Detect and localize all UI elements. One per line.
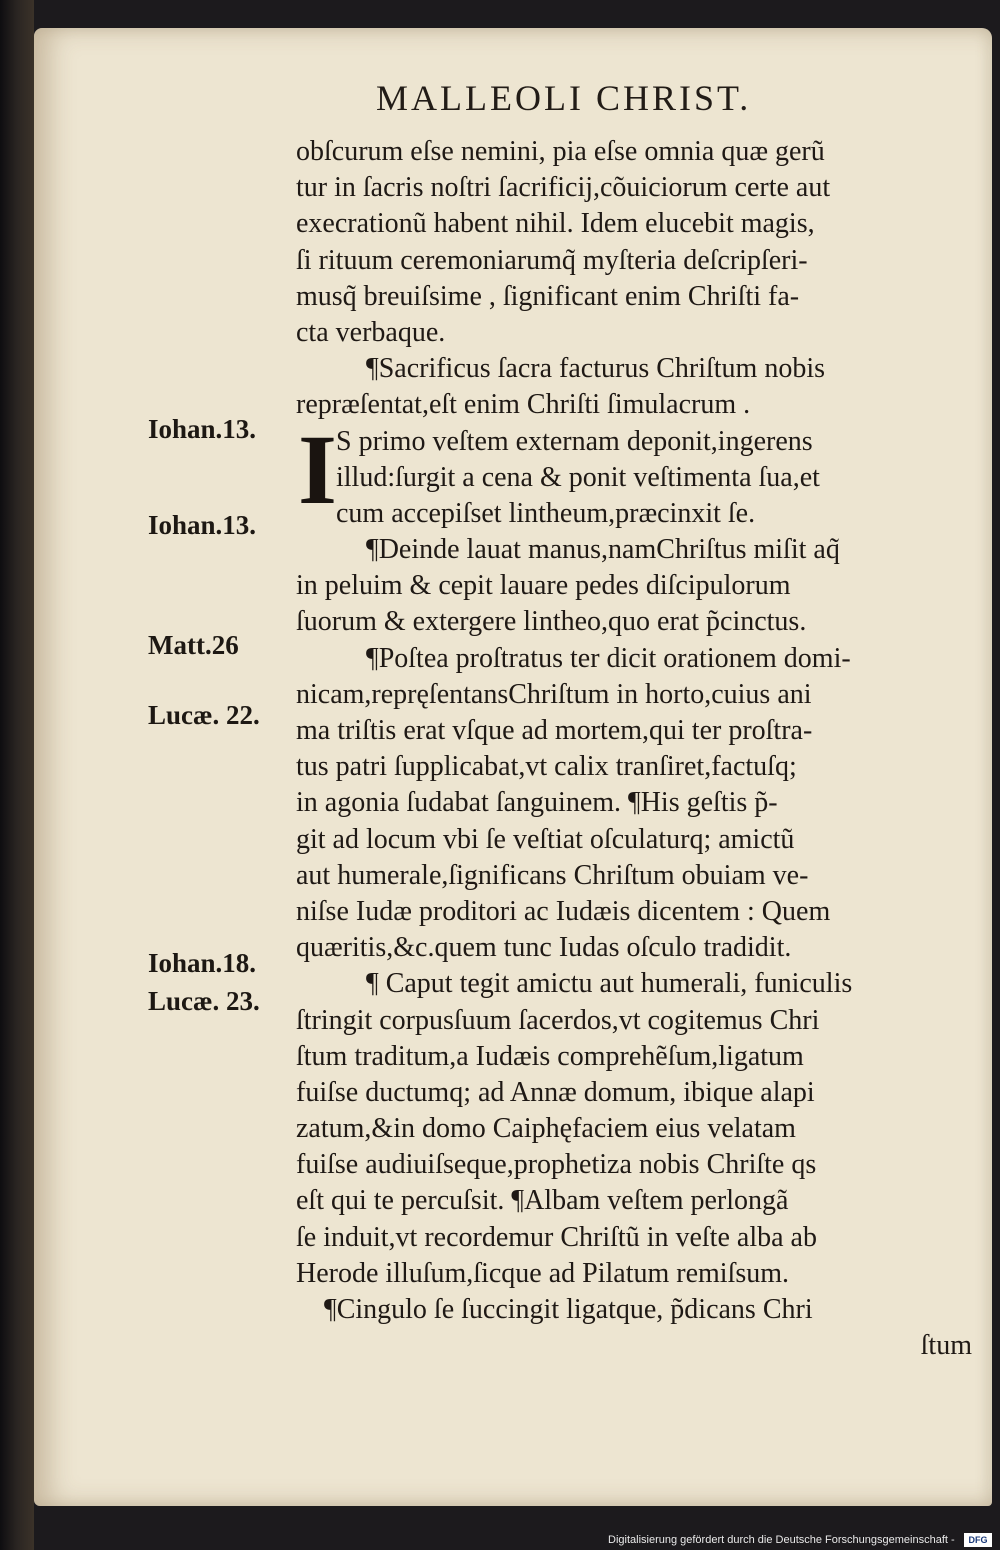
text-line: git ad locum vbi ſe veſtiat oſculaturq; amictũ — [296, 823, 795, 855]
digitization-credit: Digitalisierung gefördert durch die Deutsche Forschungsgemeinschaft - — [608, 1534, 955, 1546]
text-line: S primo veſtem externam deponit,ingerens — [336, 425, 813, 457]
text-line: repræſentat,eſt enim Chriſti ſimulacrum . — [296, 389, 751, 421]
text-line: ſi rituum ceremoniarumq̃ myſteria deſcripſeri- — [296, 244, 808, 276]
text-line: tur in ſacris noſtri ſacrificij,cõuiciorum certe aut — [296, 172, 831, 204]
catchword: ſtum — [920, 1330, 972, 1362]
body-text — [296, 134, 972, 1364]
text-line: ſuorum & extergere lintheo,quo erat p̃cinctus. — [296, 606, 807, 638]
dfg-logo: DFG — [964, 1533, 992, 1547]
text-line: ¶ Caput tegit amictu aut humerali, funiculis — [366, 968, 853, 1000]
margin-reference: Lucæ. 23. — [148, 986, 260, 1016]
running-title: MALLEOLI CHRIST. — [376, 78, 752, 118]
text-line: ¶Poſtea proſtratus ter dicit orationem domi- — [366, 642, 851, 674]
margin-reference: Lucæ. 22. — [148, 700, 260, 730]
text-line: in peluim & cepit lauare pedes diſcipulorum — [296, 570, 791, 602]
text-line: quæritis,&c.quem tunc Iudas oſculo tradidit. — [296, 932, 792, 964]
text-line: ſe induit,vt recordemur Chriſtũ in veſte alba ab — [296, 1221, 817, 1253]
margin-reference: Iohan.13. — [148, 414, 257, 444]
margin-reference: Iohan.13. — [148, 510, 257, 540]
text-line: tus patri ſupplicabat,vt calix tranſiret,factuſq; — [296, 751, 797, 783]
text-line: zatum,&in domo Caiphęfaciem eius velatam — [296, 1113, 796, 1145]
text-line: ¶Deinde lauat manus,namChriſtus miſit aq̃ — [366, 534, 840, 566]
text-line: eſt qui te percuſsit. ¶Albam veſtem perlongã — [296, 1185, 789, 1217]
text-line: fuiſse audiuiſseque,prophetiza nobis Chriſte qs — [296, 1149, 817, 1181]
text-line: cum accepiſset lintheum,præcinxit ſe. — [336, 497, 756, 529]
text-line: ¶Cingulo ſe ſuccingit ligatque, p̃dicans Chri — [324, 1294, 813, 1325]
text-line: ſtringit corpusſuum ſacerdos,vt cogitemus Chri — [296, 1004, 820, 1036]
text-line: nicam,repręſentansChriſtum in horto,cuius ani — [296, 678, 812, 710]
text-line: execrationũ habent nihil. Idem elucebit magis, — [296, 208, 815, 240]
text-line: ſtum traditum,a Iudæis comprehẽſum,ligatum — [296, 1040, 804, 1072]
text-line: illud:ſurgit a cena & ponit veſtimenta ſua,et — [336, 461, 820, 493]
margin-reference: Iohan.18. — [148, 948, 257, 978]
book-spine — [0, 0, 34, 1550]
text-line: in agonia ſudabat ſanguinem. ¶His geſtis p̃- — [296, 787, 778, 819]
margin-reference: Matt.26 — [148, 630, 239, 660]
text-line: ¶Sacrificus ſacra facturus Chriſtum nobis — [366, 353, 826, 385]
text-line: fuiſse ductumq; ad Annæ domum, ibique alapi — [296, 1076, 815, 1108]
text-line: aut humerale,ſignificans Chriſtum obuiam ve- — [296, 859, 809, 891]
text-line: Herode illuſum,ſicque ad Pilatum remiſsum. — [296, 1257, 790, 1289]
text-line: musq̃ breuiſsime , ſignificant enim Chriſti fa- — [296, 280, 800, 312]
text-line: obſcurum eſse nemini, pia eſse omnia quæ gerũ — [296, 136, 825, 167]
text-line: niſse Iudæ proditori ac Iudæis dicentem : Quem — [296, 895, 831, 927]
text-line: cta verbaque. — [296, 316, 446, 348]
drop-capital: I — [298, 414, 337, 525]
text-line: ma triſtis erat vſque ad mortem,qui ter proſtra- — [296, 715, 813, 746]
